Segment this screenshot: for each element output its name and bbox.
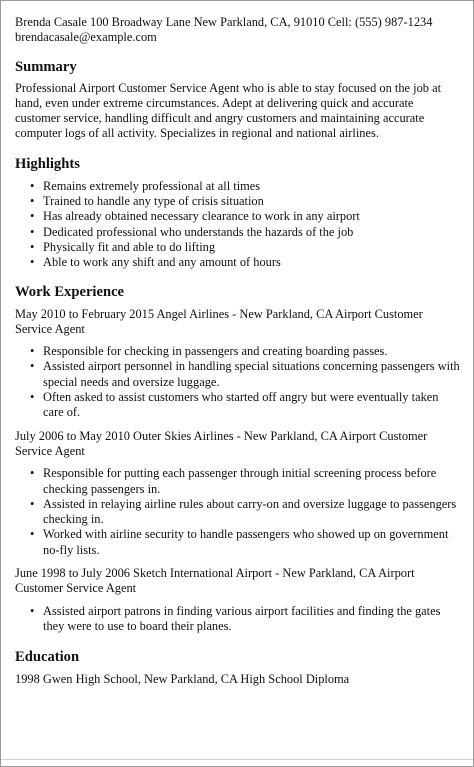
job-bullet: • Assisted airport personnel in handling special situations concerning passengers with special needs and oversize luggage. xyxy=(43,359,461,390)
highlight-item: • Trained to handle any type of crisis situation xyxy=(43,194,461,209)
summary-text: Professional Airport Customer Service Agent who is able to stay focused on the job at hand, even under extreme circumstances. Adept at delivering quick and accurate customer service, handling difficult and angry customers and maintaining accurate computer logs of all activity. Specializes in regional and national airlines. xyxy=(15,80,442,141)
highlight-item: • Physically fit and able to do lifting xyxy=(43,240,461,255)
contact-email: brendacasale@example.com xyxy=(15,30,157,45)
contact-line: Brenda Casale 100 Broadway Lane New Parkland, CA, 91010 Cell: (555) 987-1234 xyxy=(15,15,433,29)
highlight-item: • Remains extremely professional at all times xyxy=(43,179,461,194)
job-bullet: • Assisted in relaying airline rules about carry-on and oversize luggage to passengers checking in. xyxy=(43,497,461,528)
job-bullet: • Responsible for putting each passenger through initial screening process before checking passengers in. xyxy=(43,466,461,497)
highlight-item: • Has already obtained necessary clearance to work in any airport xyxy=(43,209,461,224)
bottom-divider xyxy=(1,759,473,760)
contact-block xyxy=(15,15,461,46)
highlight-item: • Dedicated professional who understands the hazards of the job xyxy=(43,225,461,240)
job-entry xyxy=(15,307,461,421)
highlight-item: • Able to work any shift and any amount of hours xyxy=(43,255,461,270)
education-heading: Education xyxy=(15,649,80,666)
experience-heading: Work Experience xyxy=(15,283,125,300)
summary-heading: Summary xyxy=(15,58,77,75)
job-entry xyxy=(15,429,461,558)
job-title: June 1998 to July 2006 Sketch International Airport - New Parkland, CA Airport Customer Service Agent xyxy=(15,566,415,596)
job-bullets xyxy=(15,466,461,558)
job-bullet: • Often asked to assist customers who started off angry but were eventually taken care of. xyxy=(43,390,461,421)
education-text: 1998 Gwen High School, New Parkland, CA High School Diploma xyxy=(15,672,350,687)
job-entry xyxy=(15,566,461,634)
job-title: July 2006 to May 2010 Outer Skies Airlines - New Parkland, CA Airport Customer Service Agent xyxy=(15,428,428,458)
highlights-heading: Highlights xyxy=(15,155,80,172)
job-title: May 2010 to February 2015 Angel Airlines - New Parkland, CA Airport Customer Service Agent xyxy=(15,306,423,336)
job-bullets xyxy=(15,344,461,420)
job-bullet: • Responsible for checking in passengers and creating boarding passes. xyxy=(43,344,461,359)
resume-content xyxy=(15,15,461,688)
highlights-list xyxy=(15,179,461,271)
job-bullets xyxy=(15,604,461,635)
job-bullet: • Worked with airline security to handle passengers who showed up on government no-fly lists. xyxy=(43,527,461,558)
job-bullet: • Assisted airport patrons in finding various airport facilities and finding the gates they were to use to board their planes. xyxy=(43,604,461,635)
